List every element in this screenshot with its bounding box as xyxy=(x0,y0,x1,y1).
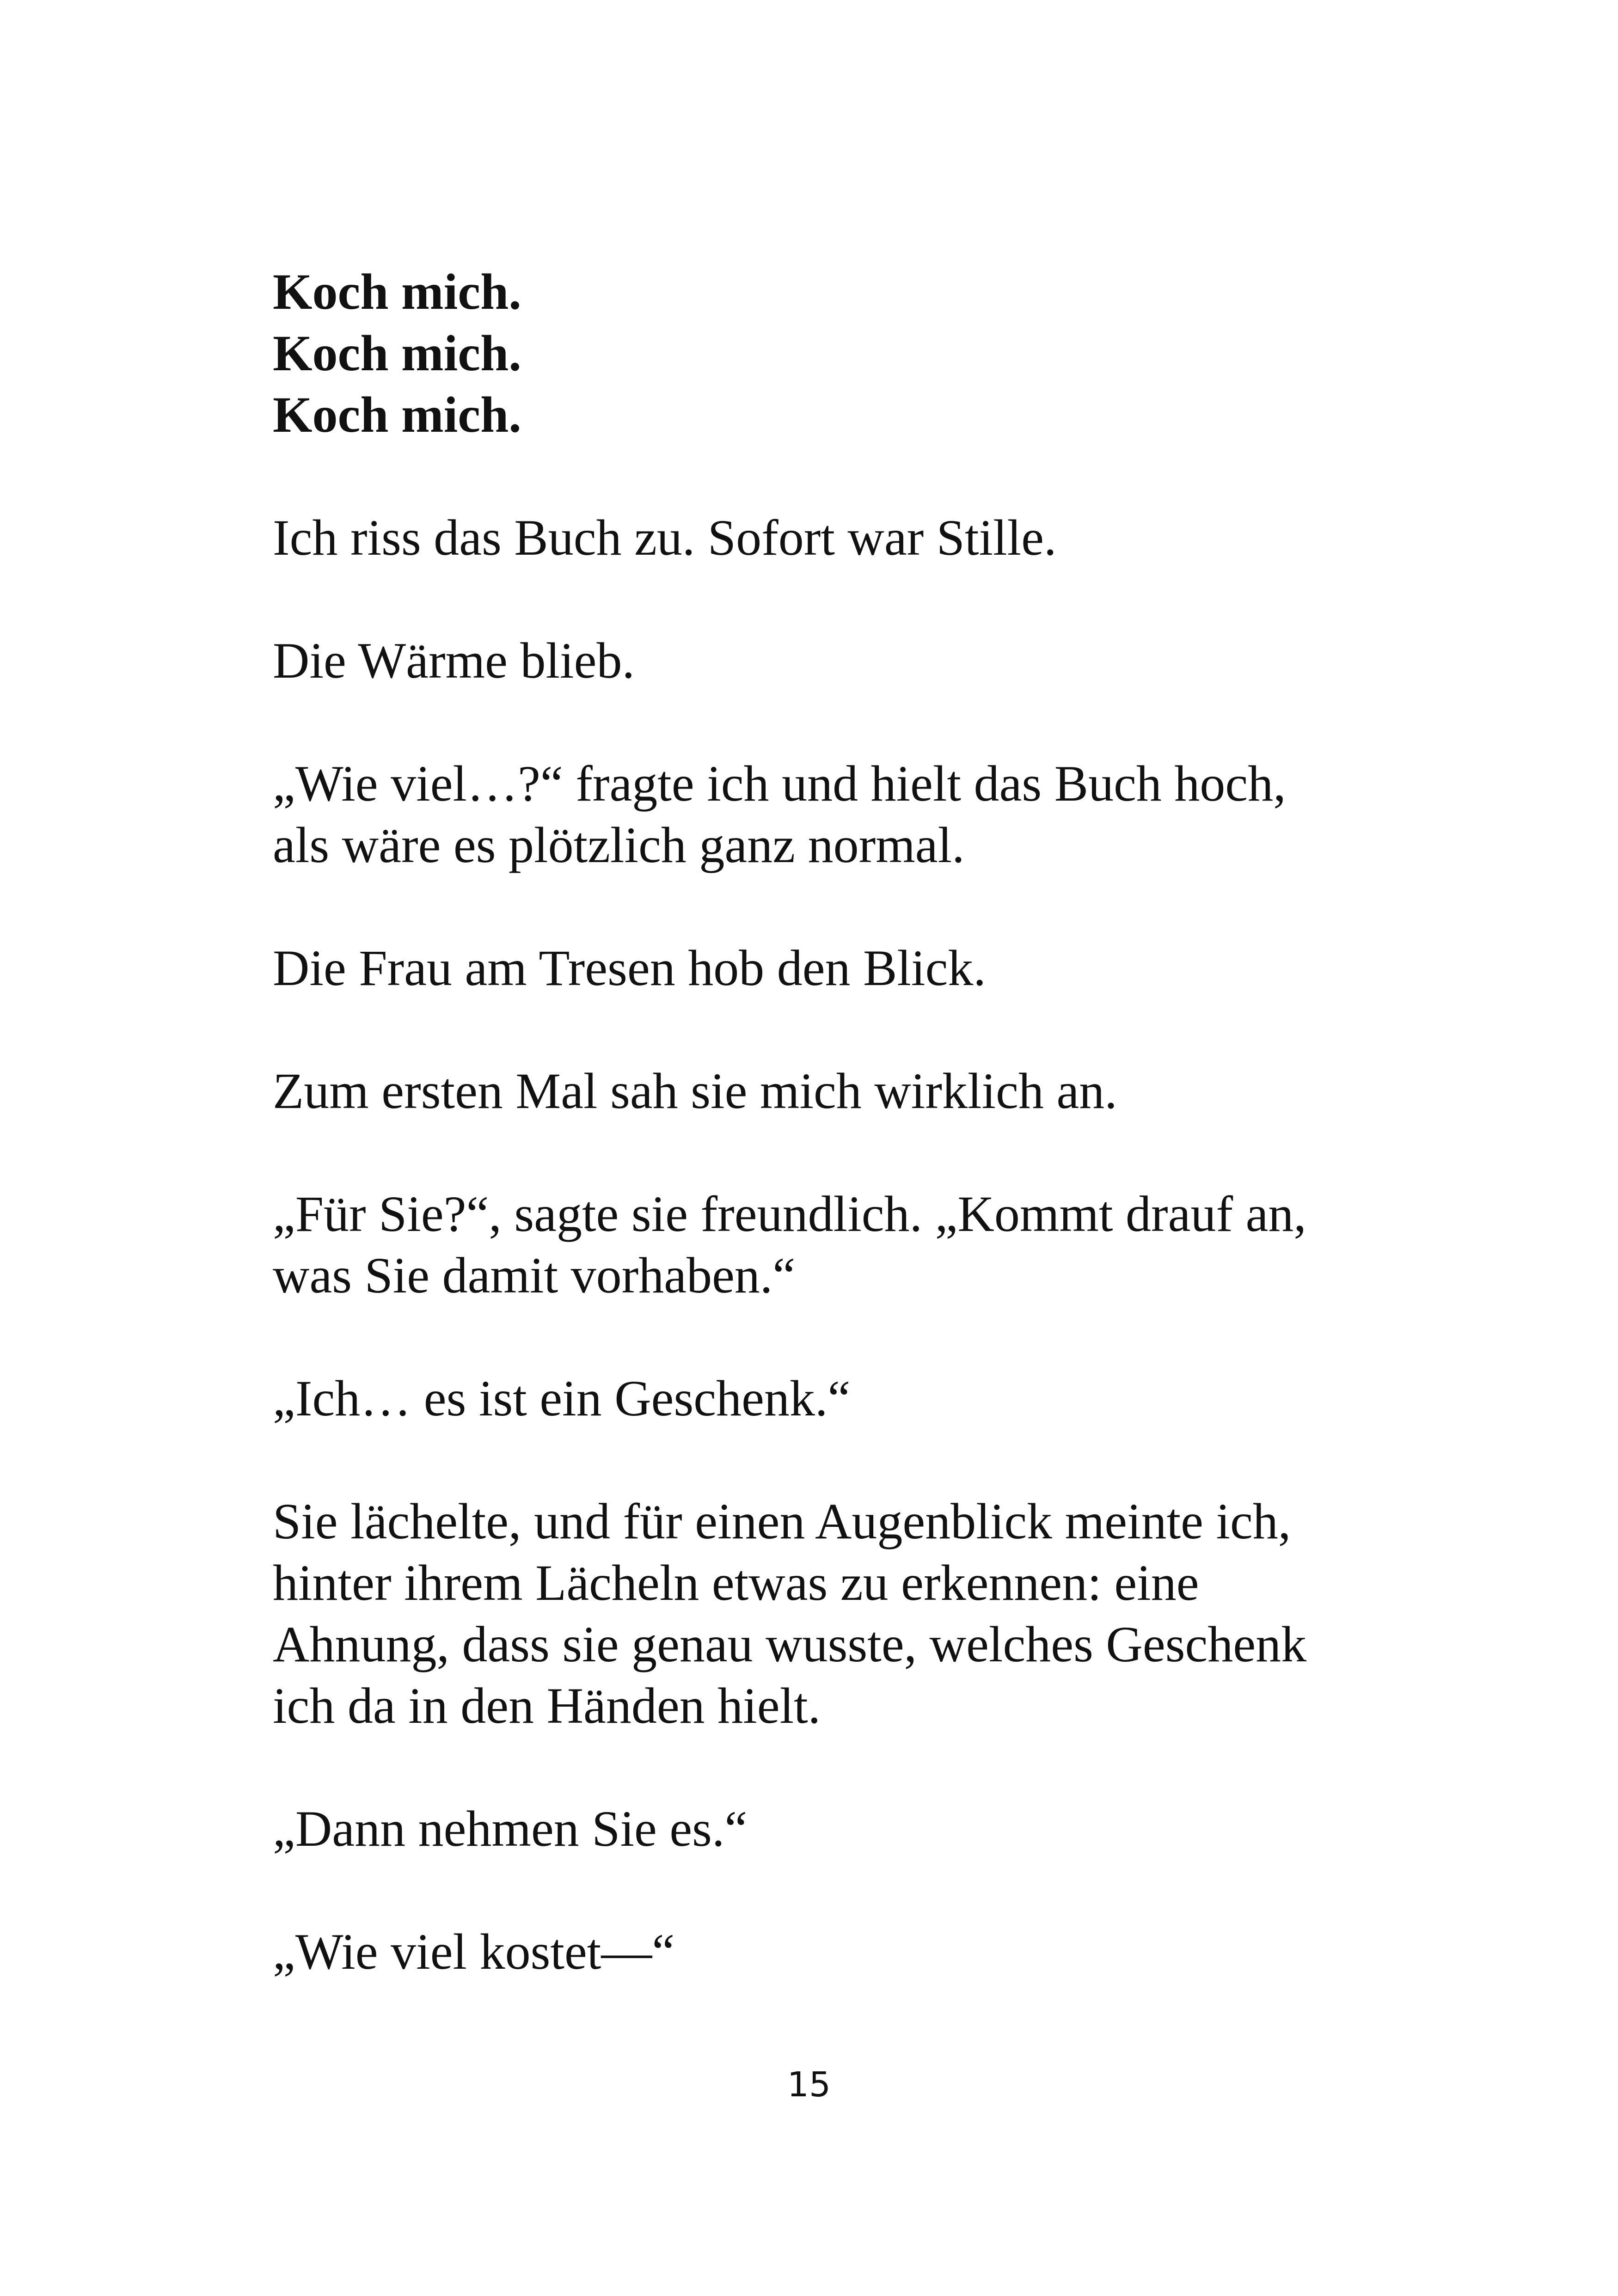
paragraph-line: Sie lächelte, und für einen Augenblick meinte ich, xyxy=(273,1493,1291,1549)
paragraph-line: als wäre es plötzlich ganz normal. xyxy=(273,817,965,873)
paragraph-line: hinter ihrem Lächeln etwas zu erkennen: eine xyxy=(273,1555,1199,1611)
paragraph xyxy=(273,937,1382,999)
bold-line: Koch mich. xyxy=(273,263,521,320)
paragraph-line: „Für Sie?“, sagte sie freundlich. „Kommt drauf an, xyxy=(273,1186,1306,1242)
bold-line: Koch mich. xyxy=(273,386,521,443)
paragraph-line: ich da in den Händen hielt. xyxy=(273,1678,821,1734)
paragraph xyxy=(273,1491,1382,1737)
bold-line: Koch mich. xyxy=(273,325,521,381)
paragraph-line: Zum ersten Mal sah sie mich wirklich an. xyxy=(273,1063,1117,1119)
paragraph xyxy=(273,507,1382,569)
paragraph xyxy=(273,1060,1382,1122)
paragraph-line: was Sie damit vorhaben.“ xyxy=(273,1247,796,1304)
paragraph-line: Ahnung, dass sie genau wusste, welches Geschenk xyxy=(273,1616,1307,1672)
paragraph-line: Die Wärme blieb. xyxy=(273,632,635,689)
paragraph xyxy=(273,1798,1382,1860)
paragraph xyxy=(273,1183,1382,1306)
paragraph xyxy=(273,1368,1382,1429)
bold-refrain xyxy=(273,261,1382,446)
paragraph-line: Ich riss das Buch zu. Sofort war Stille. xyxy=(273,509,1057,566)
paragraph-line: „Dann nehmen Sie es.“ xyxy=(273,1800,748,1857)
page-text xyxy=(273,261,1382,1983)
paragraph-line: „Wie viel kostet—“ xyxy=(273,1923,675,1980)
paragraph xyxy=(273,753,1382,876)
page-number: 15 xyxy=(787,2065,831,2105)
paragraph-line: „Ich… es ist ein Geschenk.“ xyxy=(273,1370,851,1427)
paragraph xyxy=(273,1921,1382,1983)
paragraph-line: „Wie viel…?“ fragte ich und hielt das Buch hoch, xyxy=(273,755,1286,812)
paragraph xyxy=(273,630,1382,692)
paragraph-line: Die Frau am Tresen hob den Blick. xyxy=(273,940,986,996)
